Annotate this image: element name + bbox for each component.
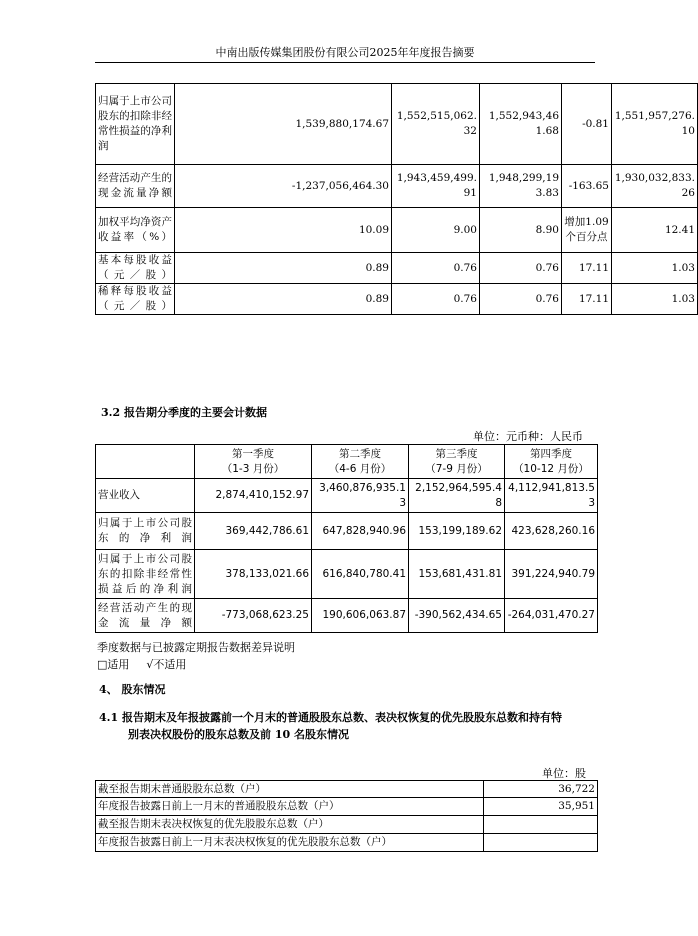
header-q4 <box>505 445 598 479</box>
cell-prior-unadjusted: 1,552,943,461.68 <box>480 84 562 165</box>
cell-q4: -264,031,470.27 <box>505 599 598 633</box>
cell-q3: 2,152,964,595.48 <box>409 479 505 513</box>
table-row <box>96 208 698 253</box>
key-accounting-table <box>95 83 698 315</box>
row-value: 36,722 <box>484 781 598 798</box>
row-value <box>484 834 598 852</box>
header-q2 <box>312 445 409 479</box>
cell-prior-unadjusted: 1,948,299,193.83 <box>480 165 562 208</box>
cell-q2: 190,606,063.87 <box>312 599 409 633</box>
table-row <box>96 834 598 852</box>
shareholder-count-table <box>95 780 598 852</box>
cell-change: 17.11 <box>562 253 612 284</box>
table-row <box>96 781 598 798</box>
header-q1 <box>195 445 312 479</box>
section-4-1-title-line2: 别表决权股份的股东总数及前 10 名股东情况 <box>128 728 349 741</box>
cell-q1: 378,133,021.66 <box>195 550 312 599</box>
table-row <box>96 479 598 513</box>
page-header: 中南出版传媒集团股份有限公司2025年年度报告摘要 <box>215 46 475 59</box>
row-label: 经营活动产生的现金流量净额 <box>96 165 175 208</box>
cell-q4: 423,628,260.16 <box>505 513 598 550</box>
table-row <box>96 798 598 816</box>
cell-current: 0.89 <box>175 284 392 315</box>
applicability-options <box>97 656 186 672</box>
not-applicable-checkbox: √不适用 <box>146 658 187 671</box>
cell-prior-adjusted: 0.76 <box>392 253 480 284</box>
cell-current: -1,237,056,464.30 <box>175 165 392 208</box>
header-q2-months: （4-6 月份） <box>328 462 392 475</box>
row-label: 加权平均净资产收益率（%） <box>96 208 175 253</box>
cell-earlier: 12.41 <box>612 208 698 253</box>
cell-earlier: 1,551,957,276.10 <box>612 84 698 165</box>
row-label: 归属于上市公司股东的净利润 <box>96 513 195 550</box>
cell-current: 10.09 <box>175 208 392 253</box>
header-q1-months: （1-3 月份） <box>221 462 285 475</box>
cell-q2: 3,460,876,935.13 <box>312 479 409 513</box>
row-label: 归属于上市公司股东的扣除非经常性损益后的净利润 <box>96 550 195 599</box>
header-q3 <box>409 445 505 479</box>
table-row <box>96 253 698 284</box>
cell-current: 1,539,880,174.67 <box>175 84 392 165</box>
header-q3-name: 第三季度 <box>435 447 478 460</box>
cell-q2: 647,828,940.96 <box>312 513 409 550</box>
header-q1-name: 第一季度 <box>232 447 274 460</box>
table-row <box>96 513 598 550</box>
section-4-title: 4、 股东情况 <box>99 683 166 696</box>
row-label: 截至报告期末普通股股东总数（户） <box>96 781 484 798</box>
unit-label: 单位：元币种：人民币 <box>473 430 583 443</box>
table-row <box>96 84 698 165</box>
table-row <box>96 816 598 834</box>
cell-current: 0.89 <box>175 253 392 284</box>
cell-q3: -390,562,434.65 <box>409 599 505 633</box>
row-label: 年度报告披露日前上一月末表决权恢复的优先股股东总数（户） <box>96 834 484 852</box>
quarterly-data-table <box>95 444 598 633</box>
cell-prior-unadjusted: 8.90 <box>480 208 562 253</box>
cell-q2: 616,840,780.41 <box>312 550 409 599</box>
header-q3-months: （7-9 月份） <box>425 462 488 475</box>
section-3-2-title: 3.2 报告期分季度的主要会计数据 <box>101 406 267 419</box>
row-label: 营业收入 <box>96 479 195 513</box>
cell-q3: 153,681,431.81 <box>409 550 505 599</box>
row-value: 35,951 <box>484 798 598 816</box>
table-row <box>96 165 698 208</box>
row-label: 经营活动产生的现金流量净额 <box>96 599 195 633</box>
cell-earlier: 1.03 <box>612 284 698 315</box>
table-row <box>96 550 598 599</box>
section-4-1-title-line1: 4.1 报告期末及年报披露前一个月末的普通股股东总数、表决权恢复的优先股股东总数和持有特 <box>99 711 562 724</box>
header-q4-months: （10-12 月份） <box>513 462 589 475</box>
row-value <box>484 816 598 834</box>
row-label: 归属于上市公司股东的扣除非经常性损益的净利润 <box>96 84 175 165</box>
cell-change: 增加1.09个百分点 <box>562 208 612 253</box>
quarterly-diff-note: 季度数据与已披露定期报告数据差异说明 <box>97 641 295 654</box>
header-q4-name: 第四季度 <box>530 447 572 460</box>
applicable-checkbox: □适用 <box>97 658 130 671</box>
shares-unit-label: 单位：股 <box>542 767 586 780</box>
cell-q4: 391,224,940.79 <box>505 550 598 599</box>
cell-prior-adjusted: 1,943,459,499.91 <box>392 165 480 208</box>
cell-change: 17.11 <box>562 284 612 315</box>
cell-change: -0.81 <box>562 84 612 165</box>
cell-q3: 153,199,189.62 <box>409 513 505 550</box>
cell-earlier: 1.03 <box>612 253 698 284</box>
header-row <box>96 445 598 479</box>
table-row <box>96 599 598 633</box>
cell-prior-unadjusted: 0.76 <box>480 253 562 284</box>
cell-prior-adjusted: 1,552,515,062.32 <box>392 84 480 165</box>
cell-q1: 369,442,786.61 <box>195 513 312 550</box>
cell-prior-adjusted: 0.76 <box>392 284 480 315</box>
row-label: 稀释每股收益（元／股） <box>96 284 175 315</box>
header-divider <box>95 62 595 63</box>
cell-q1: -773,068,623.25 <box>195 599 312 633</box>
cell-change: -163.65 <box>562 165 612 208</box>
row-label: 年度报告披露日前上一月末的普通股股东总数（户） <box>96 798 484 816</box>
header-empty <box>96 445 195 479</box>
cell-prior-adjusted: 9.00 <box>392 208 480 253</box>
header-q2-name: 第二季度 <box>339 447 381 460</box>
cell-earlier: 1,930,032,833.26 <box>612 165 698 208</box>
cell-q1: 2,874,410,152.97 <box>195 479 312 513</box>
cell-prior-unadjusted: 0.76 <box>480 284 562 315</box>
cell-q4: 4,112,941,813.53 <box>505 479 598 513</box>
table-row <box>96 284 698 315</box>
row-label: 截至报告期末表决权恢复的优先股股东总数（户） <box>96 816 484 834</box>
row-label: 基本每股收益（元／股） <box>96 253 175 284</box>
